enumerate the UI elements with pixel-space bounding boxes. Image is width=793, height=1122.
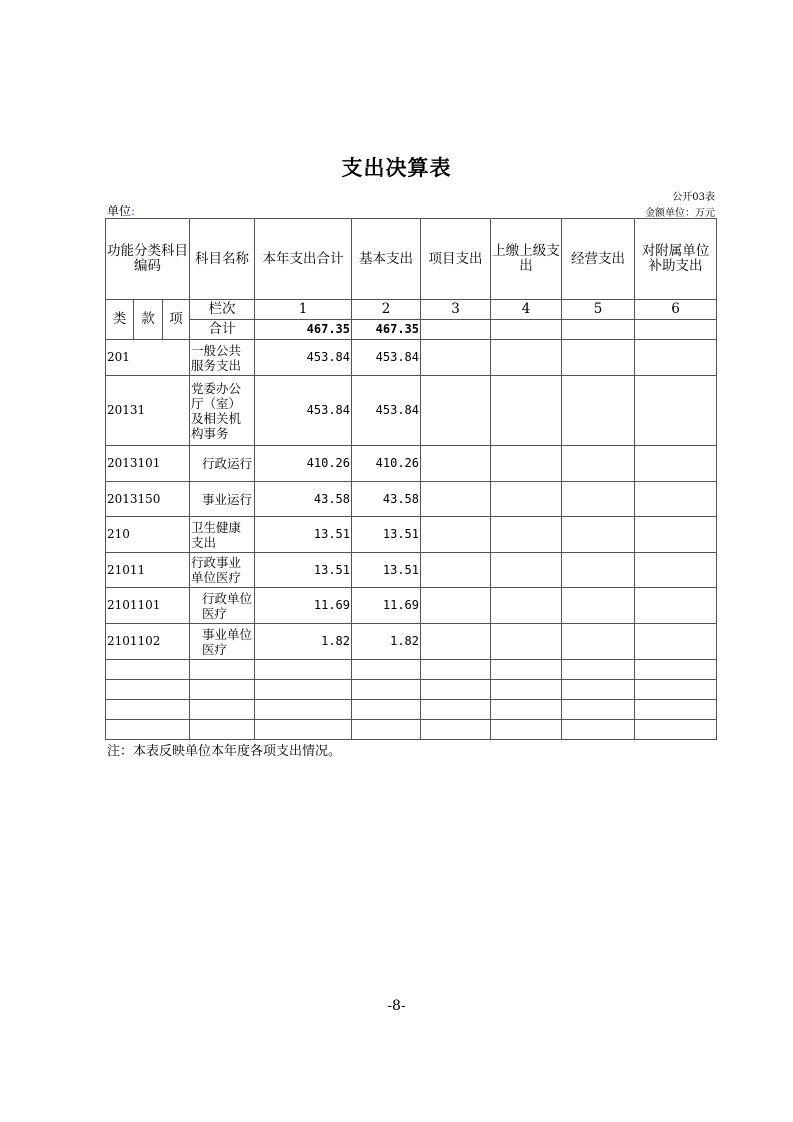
col-number-4: 4	[491, 300, 562, 320]
total-basic: 467.35	[352, 320, 421, 340]
empty-row	[106, 700, 717, 720]
row-total: 13.51	[255, 553, 352, 588]
header-subsidy: 对附属单位补助支出	[635, 219, 717, 300]
header-heji: 合计	[190, 320, 255, 340]
row-total: 1.82	[255, 624, 352, 660]
total-amount: 467.35	[255, 320, 352, 340]
row-name: 行政单位医疗	[190, 588, 255, 624]
column-number-row	[106, 300, 717, 320]
row-total: 43.58	[255, 482, 352, 517]
table-row	[106, 482, 717, 517]
header-project: 项目支出	[421, 219, 491, 300]
table-row	[106, 446, 717, 482]
amount-unit: 金额单位：万元	[645, 208, 715, 219]
row-basic: 13.51	[352, 553, 421, 588]
header-xiang: 项	[163, 300, 190, 340]
header-lanci: 栏次	[190, 300, 255, 320]
row-code: 2101102	[106, 624, 190, 660]
header-row	[106, 219, 717, 300]
row-name: 党委办公厅（室）及相关机构事务	[190, 376, 255, 446]
col-number-6: 6	[635, 300, 717, 320]
table-row	[106, 517, 717, 553]
empty-row	[106, 680, 717, 700]
row-name: 事业单位医疗	[190, 624, 255, 660]
header-total: 本年支出合计	[255, 219, 352, 300]
row-code: 2101101	[106, 588, 190, 624]
table-row	[106, 588, 717, 624]
row-basic: 13.51	[352, 517, 421, 553]
empty-row	[106, 660, 717, 680]
footnote: 注：本表反映单位本年度各项支出情况。	[107, 744, 342, 759]
page-number: -8-	[387, 998, 406, 1014]
total-row	[106, 320, 717, 340]
row-total: 453.84	[255, 376, 352, 446]
page-title: 支出决算表	[341, 156, 452, 180]
row-code: 2013150	[106, 482, 190, 517]
row-total: 11.69	[255, 588, 352, 624]
row-code: 201	[106, 340, 190, 376]
row-total: 13.51	[255, 517, 352, 553]
row-name: 一般公共服务支出	[190, 340, 255, 376]
unit-colon: :	[131, 204, 136, 218]
row-basic: 453.84	[352, 340, 421, 376]
row-name: 行政运行	[190, 446, 255, 482]
col-number-1: 1	[255, 300, 352, 320]
row-name: 事业运行	[190, 482, 255, 517]
empty-row	[106, 720, 717, 740]
row-basic: 11.69	[352, 588, 421, 624]
unit-label	[107, 202, 135, 219]
table-row	[106, 624, 717, 660]
unit-label-text: 单位	[107, 204, 132, 218]
header-kuan: 款	[134, 300, 163, 340]
row-total: 453.84	[255, 340, 352, 376]
table-row	[106, 340, 717, 376]
row-basic: 410.26	[352, 446, 421, 482]
row-code: 20131	[106, 376, 190, 446]
expenditure-table	[105, 218, 717, 740]
row-basic: 1.82	[352, 624, 421, 660]
header-basic: 基本支出	[352, 219, 421, 300]
col-number-2: 2	[352, 300, 421, 320]
col-number-3: 3	[421, 300, 491, 320]
table-row	[106, 376, 717, 446]
table-row	[106, 553, 717, 588]
header-business: 经营支出	[562, 219, 635, 300]
row-total: 410.26	[255, 446, 352, 482]
row-basic: 43.58	[352, 482, 421, 517]
header-upper: 上缴上级支出	[491, 219, 562, 300]
row-basic: 453.84	[352, 376, 421, 446]
header-lei: 类	[106, 300, 134, 340]
row-code: 2013101	[106, 446, 190, 482]
row-code: 21011	[106, 553, 190, 588]
form-number: 公开03表	[672, 192, 715, 203]
row-code: 210	[106, 517, 190, 553]
row-name: 卫生健康支出	[190, 517, 255, 553]
col-number-5: 5	[562, 300, 635, 320]
header-code: 功能分类科目编码	[106, 219, 190, 300]
header-name: 科目名称	[190, 219, 255, 300]
row-name: 行政事业单位医疗	[190, 553, 255, 588]
